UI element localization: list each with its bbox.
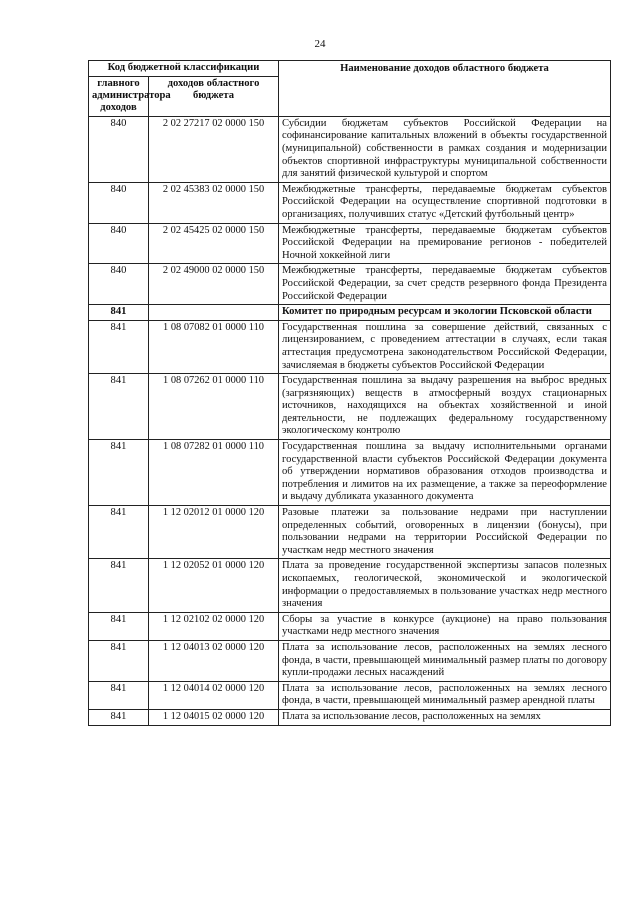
admin-code-cell: 841 bbox=[89, 440, 149, 506]
income-code-cell: 1 12 02012 01 0000 120 bbox=[149, 506, 279, 559]
table-row bbox=[89, 116, 611, 182]
admin-code-cell: 841 bbox=[89, 640, 149, 681]
income-code-cell: 1 12 02102 02 0000 120 bbox=[149, 612, 279, 640]
admin-code-cell: 841 bbox=[89, 681, 149, 709]
admin-code-cell: 841 bbox=[89, 320, 149, 373]
page-number: 24 bbox=[314, 38, 326, 50]
income-code-cell: 2 02 45425 02 0000 150 bbox=[149, 223, 279, 264]
table-row bbox=[89, 559, 611, 612]
table-row bbox=[89, 264, 611, 305]
admin-code-cell: 841 bbox=[89, 305, 149, 321]
table-row bbox=[89, 506, 611, 559]
income-name-cell: Плата за проведение государственной экспертизы запасов полезных ископаемых, геологической, экономической и экологической информации о предоставляемых в пользование участках недр местного значения bbox=[279, 559, 611, 612]
income-name-cell: Сборы за участие в конкурсе (аукционе) на право пользования участками недр местного значения bbox=[279, 612, 611, 640]
table-row bbox=[89, 223, 611, 264]
table-row bbox=[89, 440, 611, 506]
admin-code-cell: 841 bbox=[89, 506, 149, 559]
income-name-cell: Межбюджетные трансферты, передаваемые бюджетам субъектов Российской Федерации на осуществление спортивной подготовки в организациях, получивших статус «Детский футбольный центр» bbox=[279, 182, 611, 223]
table-body bbox=[89, 116, 611, 725]
budget-classification-table bbox=[88, 60, 611, 726]
income-name-cell: Государственная пошлина за совершение действий, связанных с лицензированием, с проведением аттестации в случаях, если такая аттестация предусмотрена законодательством Российской Федерации, зачисляемая в бюджеты субъектов Российской Федерации bbox=[279, 320, 611, 373]
admin-code-cell: 840 bbox=[89, 223, 149, 264]
income-code-cell: 1 12 04015 02 0000 120 bbox=[149, 709, 279, 725]
income-code-cell: 1 08 07262 01 0000 110 bbox=[149, 374, 279, 440]
table-row bbox=[89, 374, 611, 440]
income-code-cell: 1 12 04014 02 0000 120 bbox=[149, 681, 279, 709]
income-name-cell: Межбюджетные трансферты, передаваемые бюджетам субъектов Российской Федерации на премирование регионов - победителей Ночной хоккейной лиги bbox=[279, 223, 611, 264]
income-code-cell: 1 08 07082 01 0000 110 bbox=[149, 320, 279, 373]
table-row bbox=[89, 681, 611, 709]
income-name-cell: Государственная пошлина за выдачу разрешения на выброс вредных (загрязняющих) веществ в атмосферный воздух стационарных источников, находящихся на объектах хозяйственной и иной деятельности, не подлежащих федеральному государственному экологическому контролю bbox=[279, 374, 611, 440]
income-code-cell bbox=[149, 305, 279, 321]
admin-code-cell: 840 bbox=[89, 264, 149, 305]
table-row bbox=[89, 612, 611, 640]
income-code-cell: 1 12 04013 02 0000 120 bbox=[149, 640, 279, 681]
table-row bbox=[89, 709, 611, 725]
income-name-cell: Плата за использование лесов, расположенных на землях bbox=[279, 709, 611, 725]
table-row bbox=[89, 320, 611, 373]
admin-code-cell: 841 bbox=[89, 709, 149, 725]
admin-code-cell: 840 bbox=[89, 182, 149, 223]
header-income-name: Наименование доходов областного бюджета bbox=[279, 61, 611, 117]
income-code-cell: 2 02 49000 02 0000 150 bbox=[149, 264, 279, 305]
header-regional-income-code: доходов областного бюджета bbox=[149, 76, 279, 116]
admin-code-cell: 841 bbox=[89, 612, 149, 640]
income-code-cell: 1 12 02052 01 0000 120 bbox=[149, 559, 279, 612]
table-row bbox=[89, 640, 611, 681]
header-chief-administrator: главного администратора доходов bbox=[89, 76, 149, 116]
admin-code-cell: 841 bbox=[89, 374, 149, 440]
table-row bbox=[89, 305, 611, 321]
income-code-cell: 2 02 45383 02 0000 150 bbox=[149, 182, 279, 223]
income-name-cell: Комитет по природным ресурсам и экологии Псковской области bbox=[279, 305, 611, 321]
income-name-cell: Разовые платежи за пользование недрами при наступлении определенных событий, оговоренных в лицензии (бонусы), при пользовании недрами на территории Российской Федерации по участкам недр местного значения bbox=[279, 506, 611, 559]
income-name-cell: Плата за использование лесов, расположенных на землях лесного фонда, в части, превышающей минимальный размер арендной платы bbox=[279, 681, 611, 709]
income-name-cell: Государственная пошлина за выдачу исполнительными органами государственной власти субъектов Российской Федерации документа об утверждении нормативов образования отходов производства и потребления и лимитов на их размещение, а также за переоформление и выдачу дубликата указанного документа bbox=[279, 440, 611, 506]
income-name-cell: Субсидии бюджетам субъектов Российской Федерации на софинансирование капитальных вложений в объекты государственной (муниципальной) собственности в рамках создания и модернизации объектов спортивной инфраструктуры муниципальной собственности для занятий физической культурой и спортом bbox=[279, 116, 611, 182]
income-code-cell: 2 02 27217 02 0000 150 bbox=[149, 116, 279, 182]
admin-code-cell: 841 bbox=[89, 559, 149, 612]
header-budget-code: Код бюджетной классификации bbox=[89, 61, 279, 77]
admin-code-cell: 840 bbox=[89, 116, 149, 182]
income-code-cell: 1 08 07282 01 0000 110 bbox=[149, 440, 279, 506]
income-name-cell: Межбюджетные трансферты, передаваемые бюджетам субъектов Российской Федерации, за счет средств резервного фонда Президента Российской Федерации bbox=[279, 264, 611, 305]
income-name-cell: Плата за использование лесов, расположенных на землях лесного фонда, в части, превышающей минимальный размер платы по договору купли-продажи лесных насаждений bbox=[279, 640, 611, 681]
table-row bbox=[89, 182, 611, 223]
